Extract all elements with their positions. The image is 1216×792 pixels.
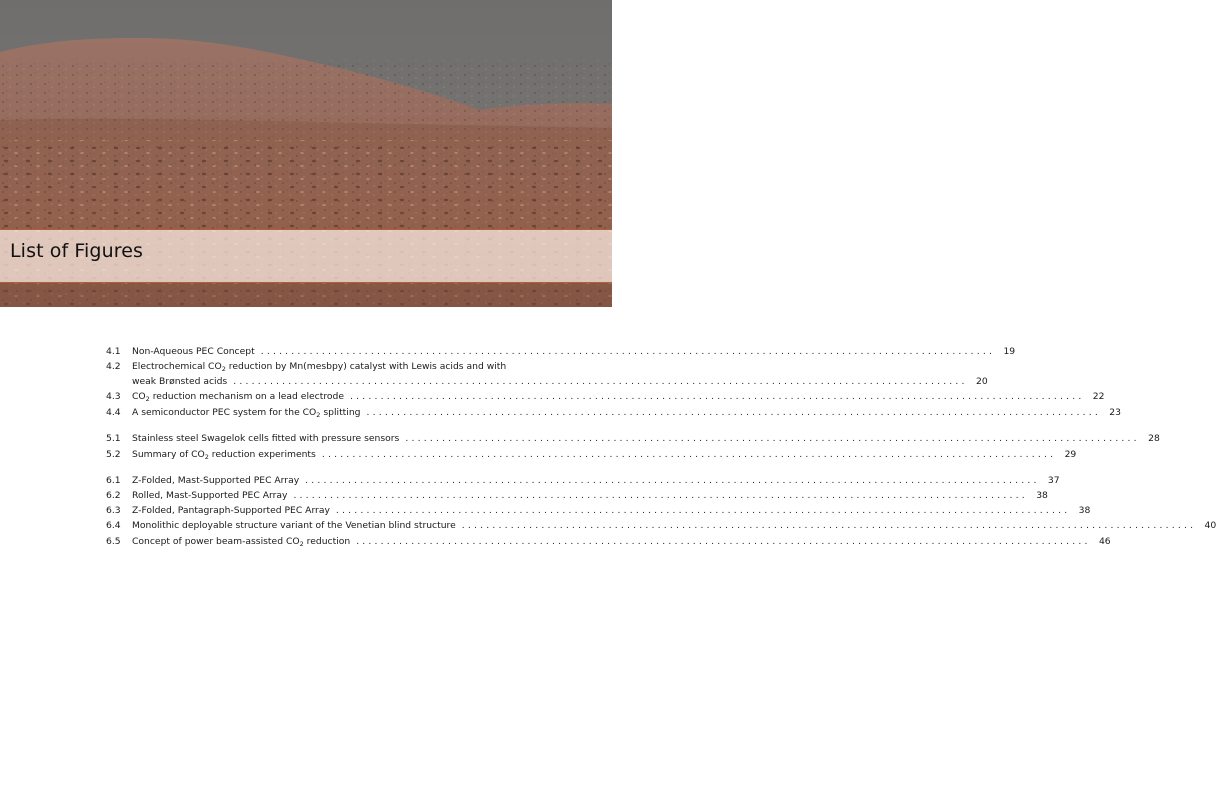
figure-number: 5.1 — [106, 433, 121, 444]
subscript: 2 — [299, 540, 304, 548]
figure-number: 6.1 — [106, 475, 121, 486]
page-number: 19 — [1003, 346, 1016, 357]
caption-text: reduction — [303, 536, 351, 547]
caption-text: weak Brønsted acids — [132, 376, 228, 387]
page-number: 20 — [975, 376, 988, 387]
figure-number: 5.2 — [106, 449, 121, 460]
figure-number: 6.4 — [106, 520, 121, 531]
figure-caption — [132, 518, 456, 533]
figure-caption — [132, 374, 227, 389]
figure-caption — [132, 344, 255, 359]
figure-number: 6.5 — [106, 536, 121, 547]
figure-number: 6.2 — [106, 490, 121, 501]
subscript: 2 — [145, 395, 150, 403]
subscript: 2 — [316, 411, 321, 419]
leader-dots: ........................................................................................................................ — [350, 391, 1085, 402]
caption-text: Non-Aqueous PEC Concept — [132, 346, 255, 357]
figure-caption — [132, 447, 316, 462]
page-title: List of Figures — [10, 240, 144, 262]
caption-text: reduction by Mn(mesbpy) catalyst with Lewis acids and with — [225, 361, 507, 372]
figure-caption — [132, 473, 299, 488]
caption-text: CO — [132, 391, 146, 402]
figure-number: 4.4 — [106, 407, 121, 418]
header-banner-image — [0, 0, 612, 307]
figure-number: 4.3 — [106, 391, 121, 402]
page-number: 40 — [1204, 520, 1216, 531]
page-number: 22 — [1092, 391, 1105, 402]
leader-dots: ........................................................................................................................ — [293, 490, 1028, 501]
page-number: 46 — [1098, 536, 1111, 547]
caption-text: Z-Folded, Mast-Supported PEC Array — [132, 475, 300, 486]
figure-caption — [132, 534, 350, 549]
page-number: 23 — [1109, 407, 1121, 418]
figure-caption — [132, 431, 399, 446]
caption-text: Stainless steel Swagelok cells fitted with pressure sensors — [132, 433, 400, 444]
leader-dots: ........................................................................................................................ — [366, 407, 1101, 418]
leader-dots: ........................................................................................................................ — [356, 536, 1091, 547]
page-number: 29 — [1064, 449, 1077, 460]
figure-caption — [132, 389, 344, 404]
leader-dots: ........................................................................................................................ — [260, 346, 996, 357]
leader-dots: ........................................................................................................................ — [335, 505, 1071, 516]
caption-text: reduction experiments — [208, 449, 316, 460]
page-number: 38 — [1078, 505, 1091, 516]
caption-text: Concept of power beam-assisted CO — [132, 536, 300, 547]
figure-caption — [132, 405, 361, 420]
caption-text: Electrochemical CO — [132, 361, 222, 372]
figure-caption — [132, 503, 330, 518]
caption-text: Monolithic deployable structure variant of the Venetian blind structure — [132, 520, 456, 531]
page-number: 38 — [1036, 490, 1048, 501]
leader-dots: ........................................................................................................................ — [321, 449, 1057, 460]
subscript: 2 — [204, 453, 209, 461]
leader-dots: ........................................................................................................................ — [233, 376, 968, 387]
leader-dots: ........................................................................................................................ — [405, 433, 1140, 444]
page-number: 37 — [1047, 475, 1060, 486]
caption-text: A semiconductor PEC system for the CO — [132, 407, 317, 418]
subscript: 2 — [221, 365, 226, 373]
caption-text: splitting — [320, 407, 361, 418]
title-band — [0, 229, 612, 283]
figure-caption — [132, 359, 506, 374]
leader-dots: ........................................................................................................................ — [305, 475, 1040, 486]
figure-number: 6.3 — [106, 505, 121, 516]
caption-text: reduction mechanism on a lead electrode — [149, 391, 345, 402]
caption-text: Summary of CO — [132, 449, 205, 460]
page-number: 28 — [1148, 433, 1160, 444]
figure-number: 4.1 — [106, 346, 121, 357]
figure-caption — [132, 488, 287, 503]
caption-text: Rolled, Mast-Supported PEC Array — [132, 490, 288, 501]
figure-number: 4.2 — [106, 361, 121, 372]
caption-text: Z-Folded, Pantagraph-Supported PEC Array — [132, 505, 330, 516]
leader-dots: ........................................................................................................................ — [461, 520, 1197, 531]
